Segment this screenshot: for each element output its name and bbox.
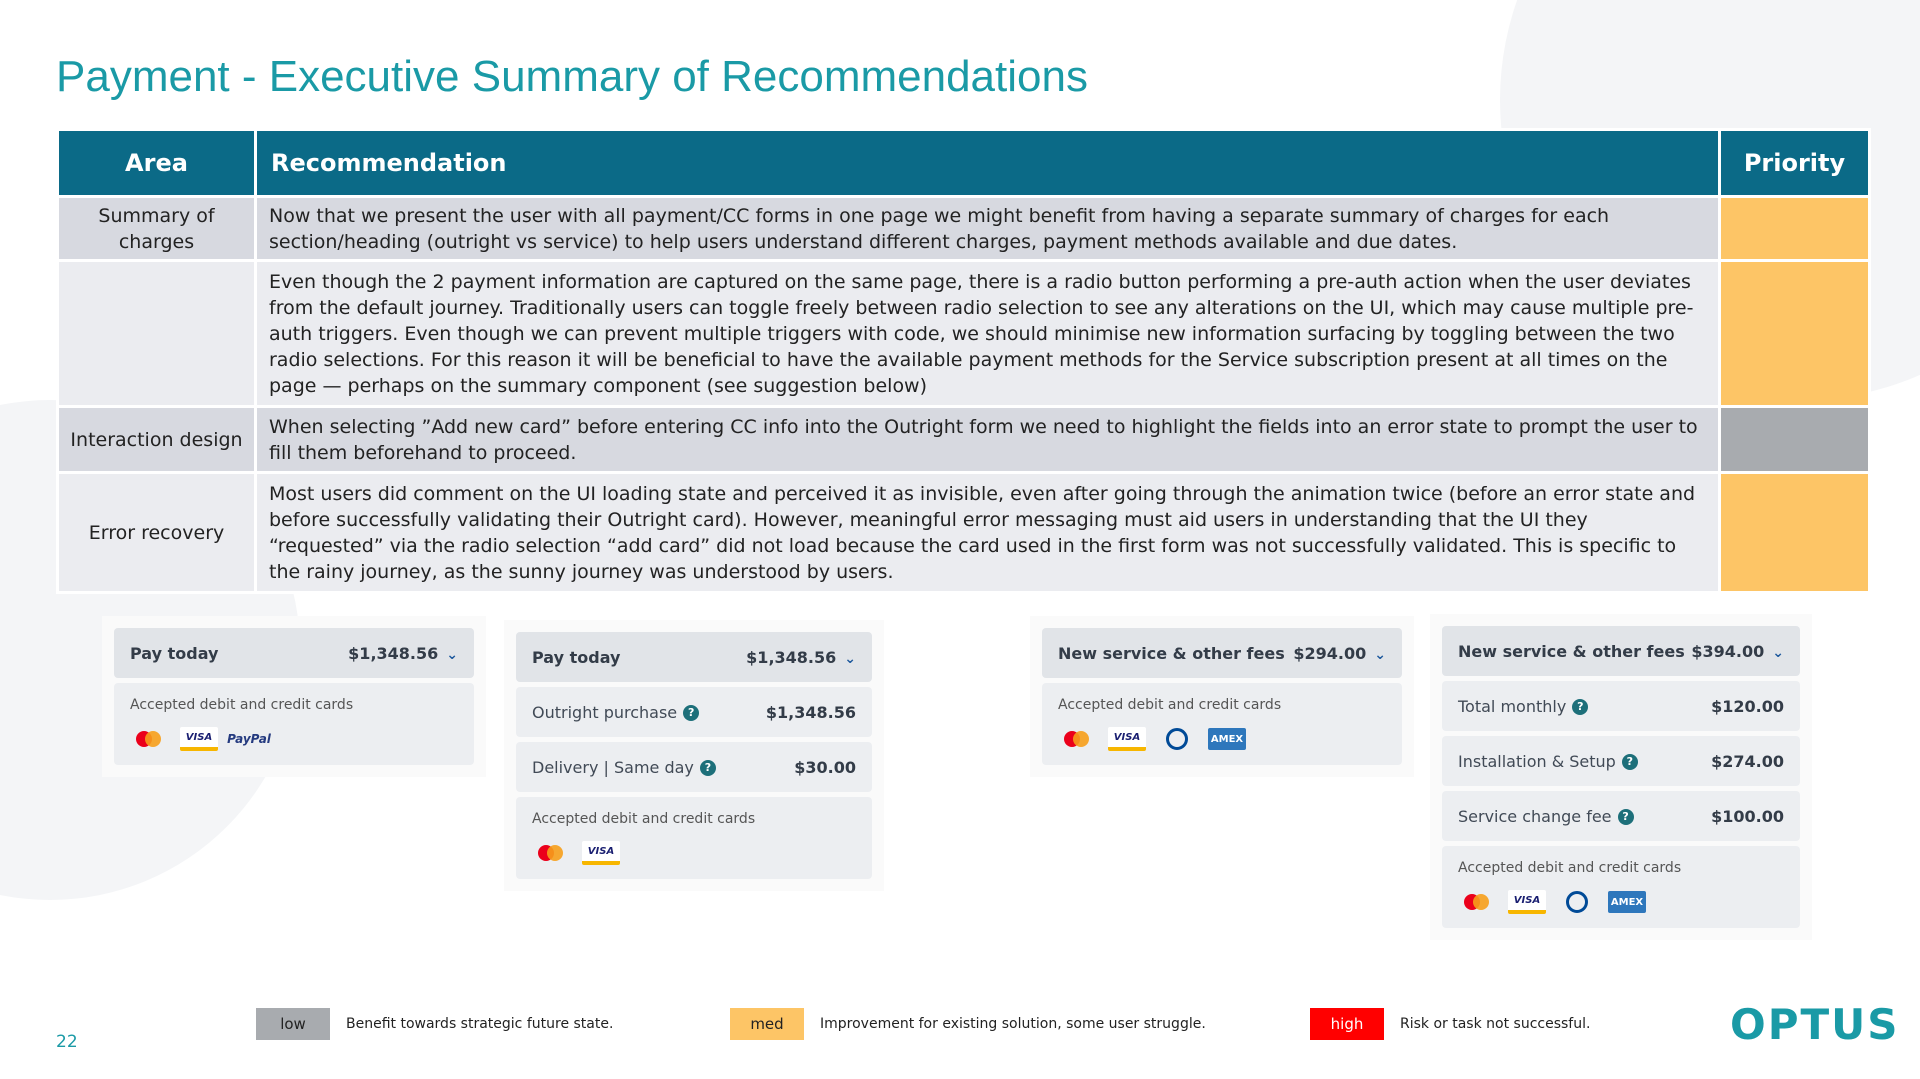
- pay-today-header[interactable]: [516, 632, 872, 682]
- chevron-down-icon: ⌄: [844, 650, 856, 667]
- payment-card-3: [1030, 616, 1414, 777]
- priority-med-cell: [1720, 473, 1870, 593]
- amex-icon: AMEX: [1608, 891, 1646, 913]
- charge-amount: $120.00: [1711, 696, 1784, 716]
- card-header-label: Pay today: [130, 643, 219, 663]
- charge-label: Outright purchase: [532, 702, 678, 722]
- card-header-amount: $1,348.56: [348, 643, 439, 663]
- mastercard-icon: [532, 841, 570, 865]
- legend-low: [256, 1008, 613, 1040]
- mastercard-icon: [130, 727, 168, 751]
- charge-amount: $100.00: [1711, 806, 1784, 826]
- charge-label: Installation & Setup: [1458, 751, 1616, 771]
- amex-icon: AMEX: [1208, 728, 1246, 750]
- mastercard-icon: [1458, 890, 1496, 914]
- recommendation-cell: Now that we present the user with all payment/CC forms in one page we might benefit from having a separate summary of charges for each section/heading (outright vs service) to help users understand different charges, payment methods available and due dates.: [256, 197, 1720, 261]
- table-row: [58, 473, 1870, 593]
- legend-swatch-med: med: [730, 1008, 804, 1040]
- recommendation-cell: Even though the 2 payment information are captured on the same page, there is a radio button performing a pre-auth action when the user deviates from the default journey. Traditionally users can toggle freely between radio selection to see any alterations on the UI, which may cause multiple pre-auth triggers. Even though we can prevent multiple triggers with code, we should minimise new information surfacing by toggling between the two radio selections. For this reason it will be beneficial to have the available payment methods for the Service subscription present at all times on the page — perhaps on the summary component (see suggestion below): [256, 261, 1720, 407]
- help-icon[interactable]: ?: [1618, 809, 1634, 825]
- visa-icon: VISA: [180, 727, 218, 751]
- area-cell: [58, 261, 256, 407]
- help-icon[interactable]: ?: [683, 705, 699, 721]
- legend-med: [730, 1008, 1206, 1040]
- visa-icon: VISA: [1508, 890, 1546, 914]
- recommendation-cell: Most users did comment on the UI loading state and perceived it as invisible, even after going through the animation twice (before an error state and before successfully validating their Outright card). However, meaningful error messaging must aid users in understanding that the UI they “requested” via the radio selection “add card” did not load because the card used in the first form was not successfully validated. This is specific to the rainy journey, as the sunny journey was understood by users.: [256, 473, 1720, 593]
- legend-high: [1310, 1008, 1590, 1040]
- charge-amount: $274.00: [1711, 751, 1784, 771]
- help-icon[interactable]: ?: [700, 760, 716, 776]
- area-cell: Interaction design: [58, 407, 256, 473]
- paypal-icon: PayPal: [227, 732, 271, 746]
- help-icon[interactable]: ?: [1572, 699, 1588, 715]
- recommendations-table: [56, 128, 1871, 594]
- priority-med-cell: [1720, 261, 1870, 407]
- area-cell: Summary of charges: [58, 197, 256, 261]
- charge-amount: $1,348.56: [765, 702, 856, 722]
- charge-line: [516, 687, 872, 737]
- accepted-cards-section: [1442, 846, 1800, 928]
- visa-icon: VISA: [582, 841, 620, 865]
- service-fees-header[interactable]: [1442, 626, 1800, 676]
- charge-line: [1442, 736, 1800, 786]
- legend-text: Benefit towards strategic future state.: [346, 1016, 614, 1032]
- legend-swatch-high: high: [1310, 1008, 1384, 1040]
- chevron-down-icon: ⌄: [1374, 646, 1386, 663]
- accepted-cards-section: [114, 683, 474, 765]
- card-header-label: Pay today: [532, 647, 621, 667]
- charge-label: Service change fee: [1458, 806, 1612, 826]
- card-header-amount: $394.00: [1691, 641, 1765, 661]
- legend-text: Improvement for existing solution, some user struggle.: [820, 1016, 1206, 1032]
- charge-line: [1442, 791, 1800, 841]
- charge-line: [516, 742, 872, 792]
- page-title: Payment - Executive Summary of Recommendations: [56, 52, 1088, 101]
- payment-card-4: [1430, 614, 1812, 940]
- priority-low-cell: [1720, 407, 1870, 473]
- charge-label: Delivery | Same day: [532, 757, 694, 777]
- payment-card-2: [504, 620, 884, 891]
- card-header-label: New service & other fees: [1058, 643, 1285, 663]
- area-cell: Error recovery: [58, 473, 256, 593]
- card-header-amount: $1,348.56: [746, 647, 837, 667]
- pay-today-header[interactable]: [114, 628, 474, 678]
- optus-logo: OPTUS: [1730, 1000, 1900, 1049]
- diners-icon: [1558, 890, 1596, 914]
- recommendation-cell: When selecting ”Add new card” before entering CC info into the Outright form we need to highlight the fields into an error state to prompt the user to fill them beforehand to proceed.: [256, 407, 1720, 473]
- header-recommendation: Recommendation: [256, 130, 1720, 197]
- help-icon[interactable]: ?: [1622, 754, 1638, 770]
- table-row: [58, 261, 1870, 407]
- accepted-cards-section: [516, 797, 872, 879]
- service-fees-header[interactable]: [1042, 628, 1402, 678]
- legend-swatch-low: low: [256, 1008, 330, 1040]
- card-header-amount: $294.00: [1293, 643, 1367, 663]
- charge-amount: $30.00: [794, 757, 856, 777]
- chevron-down-icon: ⌄: [446, 646, 458, 663]
- header-area: Area: [58, 130, 256, 197]
- card-header-label: New service & other fees: [1458, 641, 1685, 661]
- priority-med-cell: [1720, 197, 1870, 261]
- mastercard-icon: [1058, 727, 1096, 751]
- legend-text: Risk or task not successful.: [1400, 1016, 1591, 1032]
- page-number: 22: [56, 1032, 78, 1052]
- accepted-cards-label: Accepted debit and credit cards: [130, 697, 354, 713]
- diners-icon: [1158, 727, 1196, 751]
- header-priority: Priority: [1720, 130, 1870, 197]
- charge-label: Total monthly: [1458, 696, 1567, 716]
- accepted-cards-label: Accepted debit and credit cards: [1058, 697, 1282, 713]
- accepted-cards-label: Accepted debit and credit cards: [532, 811, 756, 827]
- accepted-cards-section: [1042, 683, 1402, 765]
- table-row: [58, 197, 1870, 261]
- accepted-cards-label: Accepted debit and credit cards: [1458, 860, 1682, 876]
- charge-line: [1442, 681, 1800, 731]
- payment-card-1: [102, 616, 486, 777]
- table-row: [58, 407, 1870, 473]
- visa-icon: VISA: [1108, 727, 1146, 751]
- chevron-down-icon: ⌄: [1772, 644, 1784, 661]
